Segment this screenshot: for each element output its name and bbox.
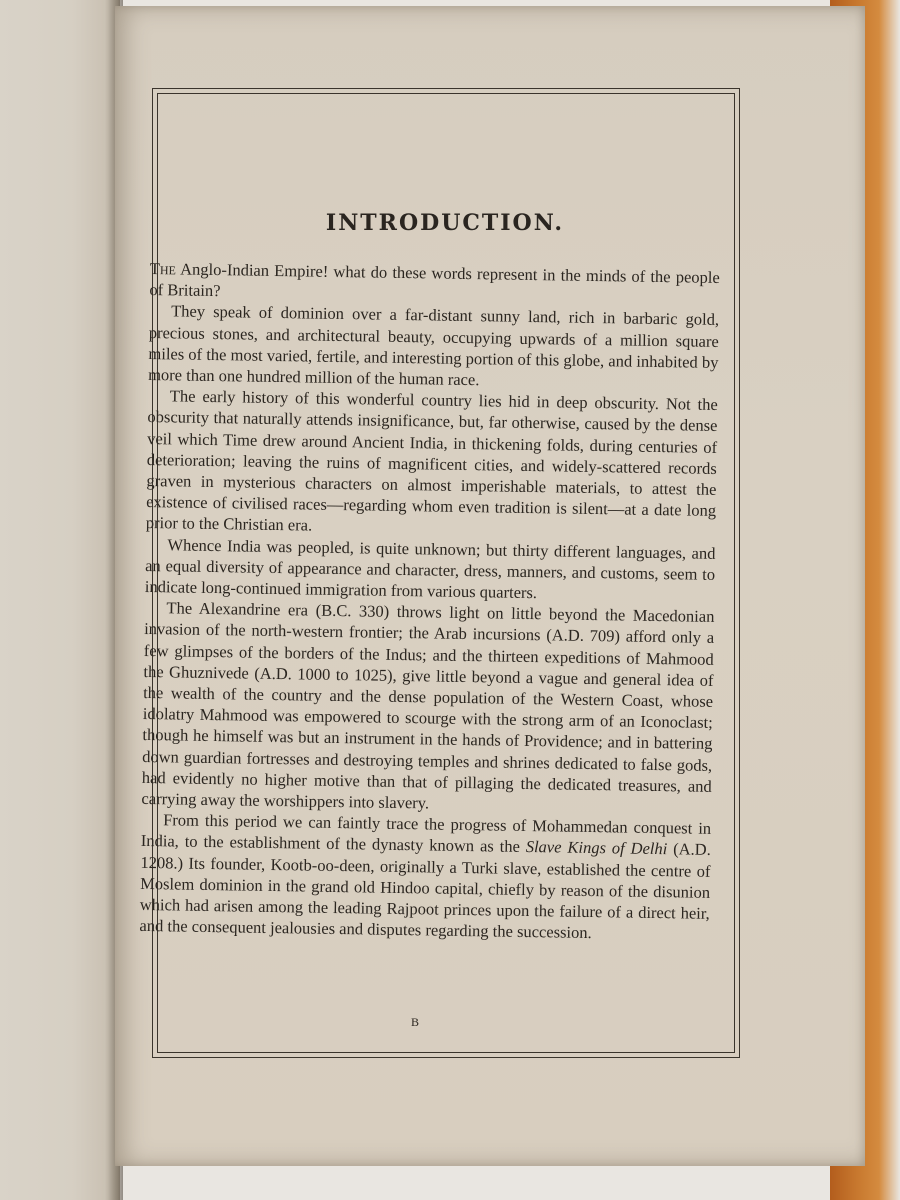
paragraph-4: Whence India was peopled, is quite unknown; but thirty different languages, and an equal diversity of appearance and character, dress, manners, and customs, seem to indicate long-continued immigration from various quarters.	[144, 534, 716, 603]
paragraph-6-text-a: From this period we can faintly trace the progress of Mohammedan conquest in India, to the establishment of the dynasty known as the	[140, 810, 712, 857]
body-text	[139, 258, 720, 945]
left-page	[0, 0, 120, 1200]
paragraph-5: The Alexandrine era (B.C. 330) throws light on little beyond the Macedonian invasion of the north-western frontier; the Arab incursions (A.D. 709) afford only a few glimpses of the borders of the Indus; and the thirteen expeditions of Mahmood the Ghuznivede (A.D. 1000 to 1025), give little beyond a vague and general idea of the wealth of the country and the dense population of the Western Coast, whose idolatry Mahmood was empowered to scourge with the strong arm of an Iconoclast; though he himself was but an instrument in the hands of Providence; and in battering down guardian fortresses and destroying temples and shrines dedicated to false gods, had evidently no higher motive than that of pillaging the dedicated treasures, and carrying away the worshippers into slavery.	[141, 598, 715, 813]
paragraph-1-text: Anglo-Indian Empire! what do these words represent in the minds of the people of Britain?	[149, 259, 720, 301]
lead-small-caps: The	[149, 258, 177, 279]
paragraph-6-text-b: (A.D. 1208.) Its founder, Kootb-oo-deen, originally a Turki slave, established the centre of Moslem dominion in the grand old Hindoo capital, chiefly by reason of the disunion which had arisen among the leading Rajpoot princes upon the failure of a direct heir, and the consequent jealousies and disputes regarding the succession.	[139, 839, 711, 943]
paragraph-6-italic: Slave Kings of Delhi	[525, 837, 668, 859]
signature-mark: B	[410, 1015, 419, 1029]
page-title: INTRODUCTION.	[325, 210, 565, 236]
paragraph-2: They speak of dominion over a far-distant sunny land, rich in barbaric gold, precious stones, and architectural beauty, occupying upwards of a million square miles of the most varied, fertile, and interesting portion of this globe, and inhabited by more than one hundred million of the human race.	[148, 301, 720, 390]
paragraph-6	[139, 809, 711, 945]
paragraph-3: The early history of this wonderful country lies hid in deep obscurity. Not the obscurity that naturally attends insignificance, but, far otherwise, caused by the dense veil which Time drew around Ancient India, in thickening folds, during centuries of deterioration; leaving the ruins of magnificent cities, and widely-scattered records graven in mysterious characters on almost imperishable materials, to attest the existence of civilised races—regarding whom even tradition is silent—at a date long prior to the Christian era.	[145, 386, 718, 536]
